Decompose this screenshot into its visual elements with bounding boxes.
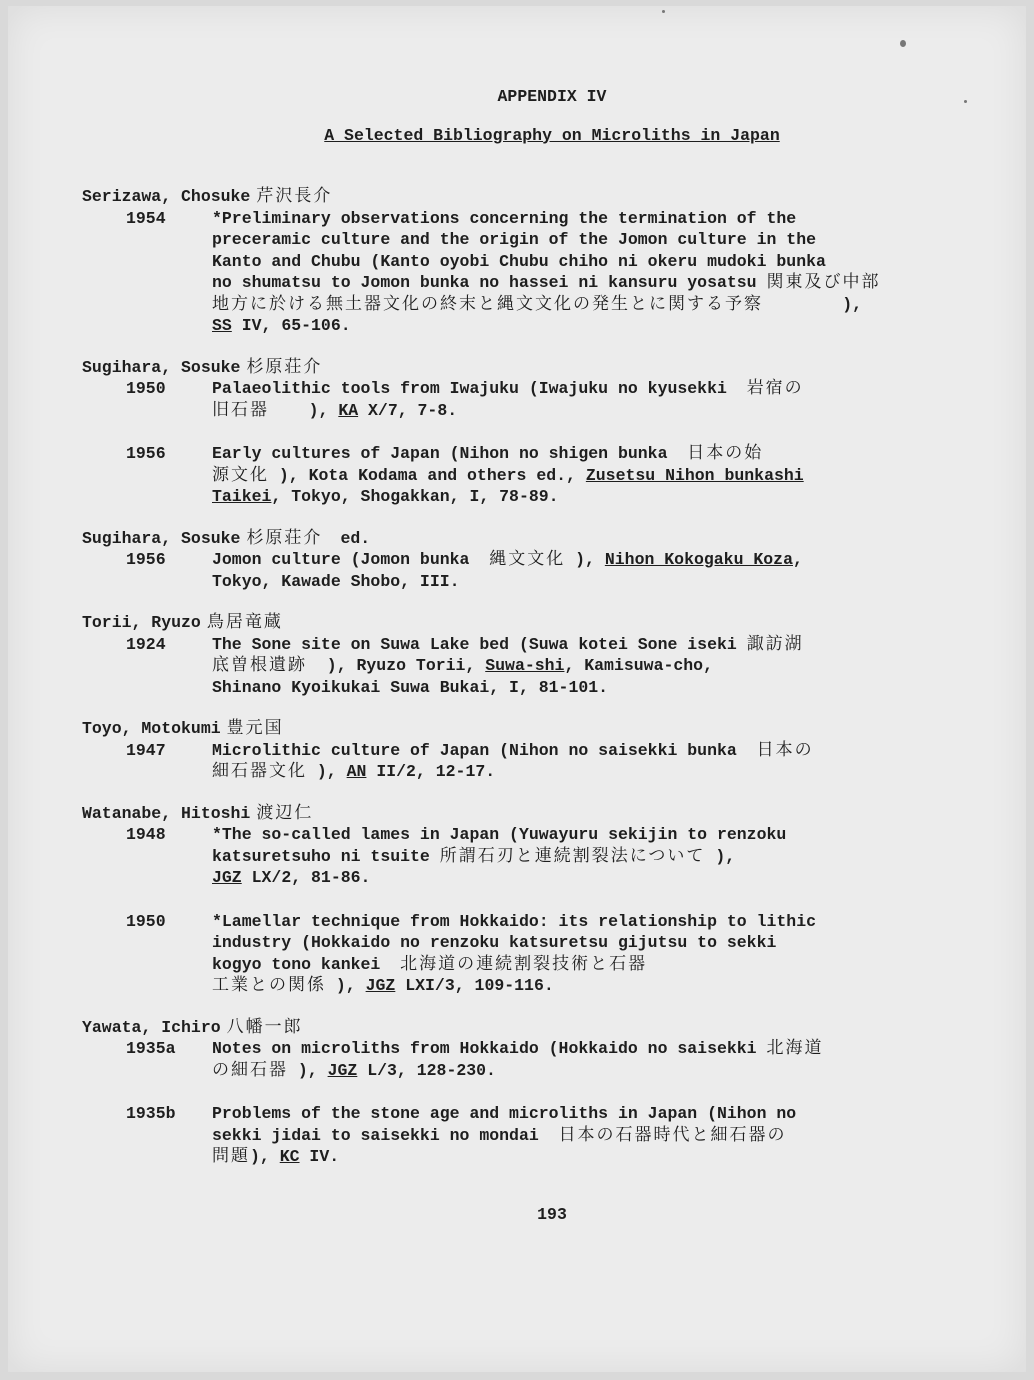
author-editor-note: ed.	[340, 528, 371, 548]
author-heading	[82, 718, 962, 740]
citation-text: The Sone site on Suwa Lake bed (Suwa kotei Sone iseki	[212, 634, 747, 654]
entry-line	[212, 932, 962, 954]
citation-text: Early cultures of Japan (Nihon no shigen bunka	[212, 444, 688, 463]
citation-text: ),	[565, 550, 605, 569]
entry-line	[212, 1125, 962, 1147]
entry-year: 1950	[126, 379, 166, 398]
paper-spot	[662, 10, 665, 13]
citation-text: ),	[250, 1147, 280, 1166]
citation-text: no shumatsu to Jomon bunka no hassei ni kansuru yosatsu	[212, 273, 767, 292]
japanese-text: 岩宿の	[746, 378, 804, 398]
author-block	[82, 357, 962, 508]
entry-text	[206, 634, 962, 699]
entry-year: 1935b	[126, 1104, 176, 1123]
citation-text: Jomon culture (Jomon bunka	[212, 550, 490, 569]
author-name-japanese: 渡辺仁	[256, 802, 314, 823]
entry-line	[212, 443, 962, 465]
appendix-heading: APPENDIX IV	[497, 87, 607, 106]
japanese-text: 源文化	[212, 464, 269, 485]
bibliography-entry	[82, 1038, 962, 1081]
entry-line	[212, 1038, 962, 1060]
entry-line	[212, 740, 962, 762]
author-block	[82, 612, 962, 698]
entry-year: 1956	[126, 444, 166, 463]
entry-line	[212, 571, 962, 593]
entry-line	[212, 634, 962, 656]
publication-title: Taikei	[212, 487, 272, 506]
japanese-text: 工業との関係	[212, 975, 326, 995]
author-heading	[82, 612, 962, 634]
entry-year: 1924	[126, 634, 166, 654]
entry-line	[212, 867, 962, 889]
citation-text: kogyo tono kankei	[212, 954, 401, 974]
publication-title: JGZ	[212, 868, 242, 887]
author-name-japanese: 杉原荘介	[246, 356, 323, 377]
entry-line	[212, 761, 962, 783]
citation-text: ),	[269, 400, 339, 420]
entry-text	[206, 911, 962, 997]
citation-text: L/3, 128-230.	[357, 1060, 496, 1080]
entry-line	[212, 655, 962, 677]
entry-line	[212, 272, 962, 294]
entry-line	[212, 229, 962, 251]
bibliography-entry	[82, 208, 962, 337]
bibliography-title	[142, 125, 962, 147]
citation-text: Shinano Kyoikukai Suwa Bukai, I, 81-101.	[212, 677, 609, 697]
author-name-japanese: 芹沢長介	[256, 186, 333, 206]
page-number: 193	[537, 1204, 567, 1224]
author-name: Serizawa, Chosuke	[82, 187, 251, 206]
citation-text: II/2, 12-17.	[366, 762, 496, 781]
citation-text: X/7, 7-8.	[358, 400, 458, 420]
citation-text: ),	[705, 846, 736, 866]
author-name: Sugihara, Sosuke	[82, 528, 241, 548]
bibliography-entry	[82, 824, 962, 889]
entry-year: 1950	[126, 911, 166, 931]
entry-line	[212, 378, 962, 400]
citation-text: sekki jidai to saisekki no mondai	[212, 1125, 559, 1145]
citation-text: ),	[763, 294, 863, 314]
citation-text: LXI/3, 109-116.	[395, 976, 554, 995]
bibliography-list	[82, 186, 962, 1168]
citation-text: *Preliminary observations concerning the termination of the	[212, 208, 797, 228]
citation-text: Kanto and Chubu (Kanto oyobi Chubu chiho ni okeru mudoki bunka	[212, 251, 826, 271]
entry-line	[212, 315, 962, 337]
entry-line	[212, 486, 962, 508]
paper-spot	[900, 40, 906, 47]
citation-text: IV.	[299, 1147, 340, 1166]
japanese-text: 問題	[212, 1146, 250, 1166]
publication-title: SS	[212, 316, 232, 335]
paper-spot	[964, 100, 967, 103]
entry-line	[212, 846, 962, 868]
citation-text: Notes on microliths from Hokkaido (Hokkaido no saisekki	[212, 1039, 767, 1058]
japanese-text: 地方に於ける無土器文化の終末と縄文文化の発生とに関する予察	[212, 293, 763, 314]
entry-text	[206, 208, 962, 337]
bibliography-entry	[82, 911, 962, 997]
entry-line	[212, 251, 962, 273]
citation-text: *The so-called lames in Japan (Yuwayuru sekijin to renzoku	[212, 825, 787, 844]
entry-year: 1947	[126, 740, 166, 760]
author-heading	[82, 186, 962, 208]
author-heading	[82, 357, 962, 379]
entry-line	[212, 1103, 962, 1125]
author-name-japanese: 八幡一郎	[226, 1016, 303, 1037]
entry-text	[206, 1038, 962, 1081]
publication-title: KC	[279, 1147, 300, 1166]
citation-text: katsuretsuho ni tsuite	[212, 846, 440, 866]
entry-line	[212, 400, 962, 422]
entry-line	[212, 208, 962, 230]
entry-line	[212, 975, 962, 997]
publication-title: JGZ	[365, 976, 396, 995]
japanese-text: 細石器文化	[212, 761, 307, 781]
author-block	[82, 528, 962, 593]
japanese-text: 北海道	[766, 1038, 824, 1058]
entry-line	[212, 1060, 962, 1082]
bibliography-page	[82, 86, 962, 1225]
entry-text	[206, 549, 962, 592]
entry-text	[206, 378, 962, 421]
author-name: Yawata, Ichiro	[82, 1017, 221, 1037]
entry-line	[212, 294, 962, 316]
publication-title: KA	[338, 400, 359, 420]
japanese-text: 所謂石刃と連続割裂法について	[439, 845, 706, 866]
author-name: Watanabe, Hitoshi	[82, 803, 251, 823]
publication-title: AN	[346, 762, 367, 781]
bibliography-entry	[82, 549, 962, 592]
bibliography-entry	[82, 1103, 962, 1168]
bibliography-title-text: A Selected Bibliography on Microliths in Japan	[324, 125, 780, 145]
entry-line	[212, 1146, 962, 1168]
citation-text: ), Kota Kodama and others ed.,	[269, 465, 586, 485]
entry-line	[212, 824, 962, 846]
publication-title: Nihon Kokogaku Koza	[604, 550, 793, 569]
author-name-japanese: 豊元国	[226, 718, 284, 738]
author-block	[82, 803, 962, 997]
japanese-text: 日本の	[756, 739, 814, 760]
document-sheet	[8, 6, 1026, 1372]
entry-text	[206, 740, 962, 783]
author-name: Torii, Ryuzo	[82, 613, 201, 632]
citation-text: Tokyo, Kawade Shobo, III.	[212, 571, 460, 591]
bibliography-entry	[82, 740, 962, 783]
author-block	[82, 186, 962, 337]
citation-text: ),	[307, 762, 347, 781]
citation-text: ),	[326, 976, 366, 995]
entry-year: 1954	[126, 208, 166, 228]
citation-text: Palaeolithic tools from Iwajuku (Iwajuku no kyusekki	[212, 379, 747, 398]
author-name-japanese: 鳥居竜蔵	[206, 612, 283, 632]
entry-year: 1935a	[126, 1039, 176, 1058]
bibliography-entry	[82, 443, 962, 508]
author-heading	[82, 528, 962, 550]
author-name: Sugihara, Sosuke	[82, 357, 241, 377]
citation-text: , Tokyo, Shogakkan, I, 78-89.	[271, 487, 559, 506]
citation-text: Problems of the stone age and microliths in Japan (Nihon no	[212, 1104, 797, 1123]
entry-line	[212, 911, 962, 933]
citation-text: Microlithic culture of Japan (Nihon no saisekki bunka	[212, 740, 757, 760]
citation-text: ), Ryuzo Torii,	[307, 656, 486, 675]
entry-text	[206, 1103, 962, 1168]
japanese-text: 旧石器	[212, 399, 269, 420]
entry-line	[212, 465, 962, 487]
entry-text	[206, 443, 962, 508]
entry-line	[212, 549, 962, 571]
japanese-text: 日本の始	[687, 443, 764, 463]
author-block	[82, 1017, 962, 1168]
japanese-text: 日本の石器時代と細石器の	[558, 1124, 787, 1145]
citation-text: IV, 65-106.	[231, 316, 351, 335]
author-block	[82, 718, 962, 783]
entry-line	[212, 677, 962, 699]
japanese-text: 北海道の連続割裂技術と石器	[400, 953, 648, 974]
citation-text: *Lamellar technique from Hokkaido: its relationship to lithic	[212, 911, 816, 931]
citation-text: industry (Hokkaido no renzoku katsuretsu gijutsu to sekki	[212, 933, 777, 952]
publication-title: Zusetsu Nihon bunkashi	[585, 465, 804, 485]
author-heading	[82, 1017, 962, 1039]
citation-text: LX/2, 81-86.	[241, 868, 371, 887]
entry-line	[212, 954, 962, 976]
citation-text: , Kamisuwa-cho,	[564, 656, 713, 675]
author-name: Toyo, Motokumi	[82, 719, 221, 738]
japanese-text: 縄文文化	[489, 549, 566, 569]
japanese-text: 底曽根遺跡	[212, 655, 307, 675]
japanese-text: 関東及び中部	[766, 272, 881, 292]
bibliography-entry	[82, 634, 962, 699]
publication-title: JGZ	[327, 1060, 358, 1080]
author-name-japanese: 杉原荘介	[246, 527, 323, 548]
japanese-text: の細石器	[212, 1059, 288, 1080]
entry-year: 1948	[126, 825, 166, 844]
bibliography-entry	[82, 378, 962, 421]
japanese-text: 諏訪湖	[746, 633, 804, 654]
entry-text	[206, 824, 962, 889]
publication-title: Suwa-shi	[485, 656, 565, 675]
citation-text: ,	[793, 550, 803, 569]
entry-year: 1956	[126, 550, 166, 569]
citation-text: preceramic culture and the origin of the Jomon culture in the	[212, 230, 816, 249]
author-heading	[82, 803, 962, 825]
citation-text: ),	[288, 1060, 328, 1080]
